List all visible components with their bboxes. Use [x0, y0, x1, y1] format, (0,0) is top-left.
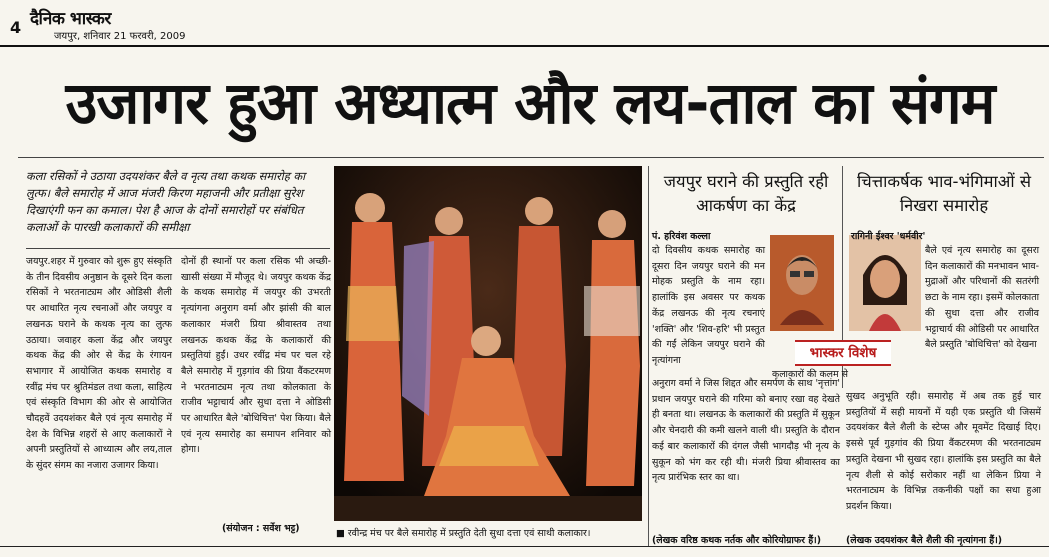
- author-portrait-male: [770, 235, 834, 331]
- dancers-illustration: [334, 166, 642, 521]
- dateline: जयपुर, शनिवार 21 फरवरी, 2009: [54, 31, 186, 42]
- special-sublabel: कलाकारों की कलम से: [772, 369, 848, 380]
- article-column-2: दोनों ही स्थानों पर कला रसिक भी अच्छी-खासी संख्या में मौजूद थे। जयपुर कथक केंद्र के कथक समारोह में जयपुर की उभरती नृत्यांगना अनुराग वर्मा और झांसी की बाल कलाकार मंजरी प्रिया श्रीवास्तव तथा लखनऊ कथक केंद्र के कलाकारों की प्रस्तुतियां हुईं। उधर रवींद्र मंच पर चल रहे बैले समारोह में गुड़गांव की प्रिया वैंकटरमण ने भरतनाट्यम नृत्य तथा कोलकाता के राजीव भट्टाचार्य और सुधा दत्ता ने ओडिसी पर आधारित बैले 'बोधिचित्त' पेश किया। बैले एवं नृत्य समारोह का समापन शनिवार को होगा।: [181, 256, 331, 456]
- bottom-rule: [0, 546, 1049, 547]
- page-number: 4: [10, 18, 22, 37]
- special-label: भास्कर विशेष: [795, 340, 891, 366]
- author-portrait-female: [849, 235, 921, 331]
- ballet-review-column-bottom: सुखद अनुभूति रही। समारोह में अब तक हुई चार प्रस्तुतियों में सही मायनों में यही एक प्रस्तुति थी जिसमें उदयशंकर बैले शैली के स्टेप्स और मूवमेंट दिखाई दिए। इससे पूर्व गुड़गांव की प्रिया वैंकटरमण की भरतनाट्यम प्रस्तुति देखना भी सुखद रहा। हालांकि इस प्रस्तुति का बैले नृत्य शैली से कोई सरोकार नहीं था लेकिन प्रिया ने भरतनाट्यम के विभिन्न तकनीकी पक्षों का सधा हुआ प्रदर्शन किया।: [846, 391, 1041, 512]
- headline-rule: [18, 157, 1044, 158]
- photo-caption-text: रवीन्द्र मंच पर बैले समारोह में प्रस्तुति देती सुधा दत्ता एवं साथी कलाकार।: [347, 528, 591, 539]
- header-rule: [0, 45, 1049, 47]
- kathak-review-column-top: दो दिवसीय कथक समारोह का दूसरा दिन जयपुर घराने की मन मोहक प्रस्तुति के नाम रहा। हालांकि इस अवसर पर कथक केंद्र लखनऊ की नृत्य रचनाएं 'शक्ति' और 'शिव-हरि' भी प्रस्तुत की गईं लेकिन जयपुर घराने की नृत्यांगना: [652, 245, 765, 366]
- kathak-review-heading: जयपुर घराने की प्रस्तुति रही आकर्षण का केंद्र: [663, 172, 829, 215]
- article-column-1: जयपुर.शहर में गुरुवार को शुरू हुए संस्कृति के तीन दिवसीय अनुष्ठान के दूसरे दिन कला रसिकों ने भरतनाट्यम और ओडिसी शैली पर आधारित नृत्य रचनाओं और जयपुर व लखनऊ घराने के कथक नृत्य का लुत्फ उठाया। जवाहर कला केंद्र और जयपुर कथक केंद्र की ओर से केंद्र के रंगायन सभागार में आयोजित कथक समारोह व रवींद्र मंच पर श्रुतिमंडल तथा कला, साहित्य एवं संस्कृति विभाग की ओर से आयोजित चौदहवें उदयशंकर बैले एवं नृत्य समारोह में देश के विभिन्न शहरों से आए कलाकारों ने अपनी प्रस्तुतियों से आध्यात्म और लय,ताल के सुंदर संगम का नजारा उजागर किया।: [26, 256, 172, 472]
- ballet-review-byline: रागिनी ईश्वर 'धर्मवीर': [851, 231, 926, 242]
- ballet-review-column-top: बैले एवं नृत्य समारोह का दूसरा दिन कलाकारों की मनभावन भाव-मुद्राओं और परिधानों की सतरंगी छटा के नाम रहा। इसमें कोलकाता की सुधा दत्ता और राजीव भट्टाचार्य की ओडिसी पर आधारित बैले प्रस्तुति 'बोधिचित्त' को देखना: [925, 245, 1039, 351]
- headline: उजागर हुआ अध्यात्म और लय-ताल का संगम: [65, 69, 995, 137]
- ballet-author-note: (लेखक उदयशंकर बैले शैली की नृत्यांगना हैं।): [846, 535, 1003, 546]
- dance-photo: [334, 166, 642, 521]
- portrait-illustration: [770, 235, 834, 331]
- kathak-review-column-bottom: अनुराग वर्मा ने जिस शिद्दत और समर्पण के साथ 'नृत्तांग' प्रधान जयपुर घराने की गरिमा को बनाए रखा वह देखते ही बनता था। लखनऊ के कलाकारों की प्रस्तुति में सुकून और चेनदारी की कमी खलने वाली थी। प्रस्तुति के दौरान कई बार कलाकारों की दंगल जैसी भागदौड़ भी नृत्य के सुकून को भंग कर रही थी। मंजरी प्रिया श्रीवास्तव का नृत्य प्रारंभिक स्तर का था।: [652, 378, 840, 484]
- column-divider: [648, 166, 649, 546]
- kathak-author-note: (लेखक वरिष्ठ कथक नर्तक और कोरियोग्राफर हैं।): [652, 535, 822, 546]
- intro-rule: [26, 248, 330, 249]
- portrait-illustration: [849, 235, 921, 331]
- article-signature: (संयोजन : सर्वेश भट्ट): [222, 523, 300, 534]
- photo-caption: [336, 526, 646, 539]
- newspaper-logo: दैनिक भास्कर: [30, 9, 111, 29]
- caption-bullet-icon: ■: [336, 528, 348, 539]
- intro-deck: कला रसिकों ने उठाया उदयशंकर बैले व नृत्य तथा कथक समारोह का लुत्फ। बैले समारोह में आज मंजरी किरण महाजनी और प्रतीक्षा सुरेश दिखाएंगी फन का कमाल। पेश है आज के दोनों समारोहों पर संबंधित कलाओं के पारखी कलाकारों की समीक्षा: [26, 169, 306, 234]
- kathak-review-byline: पं. हरिवंश कल्ला: [652, 231, 711, 242]
- ballet-review-heading: चित्ताकर्षक भाव-भंगिमाओं से निखरा समारोह: [856, 172, 1032, 215]
